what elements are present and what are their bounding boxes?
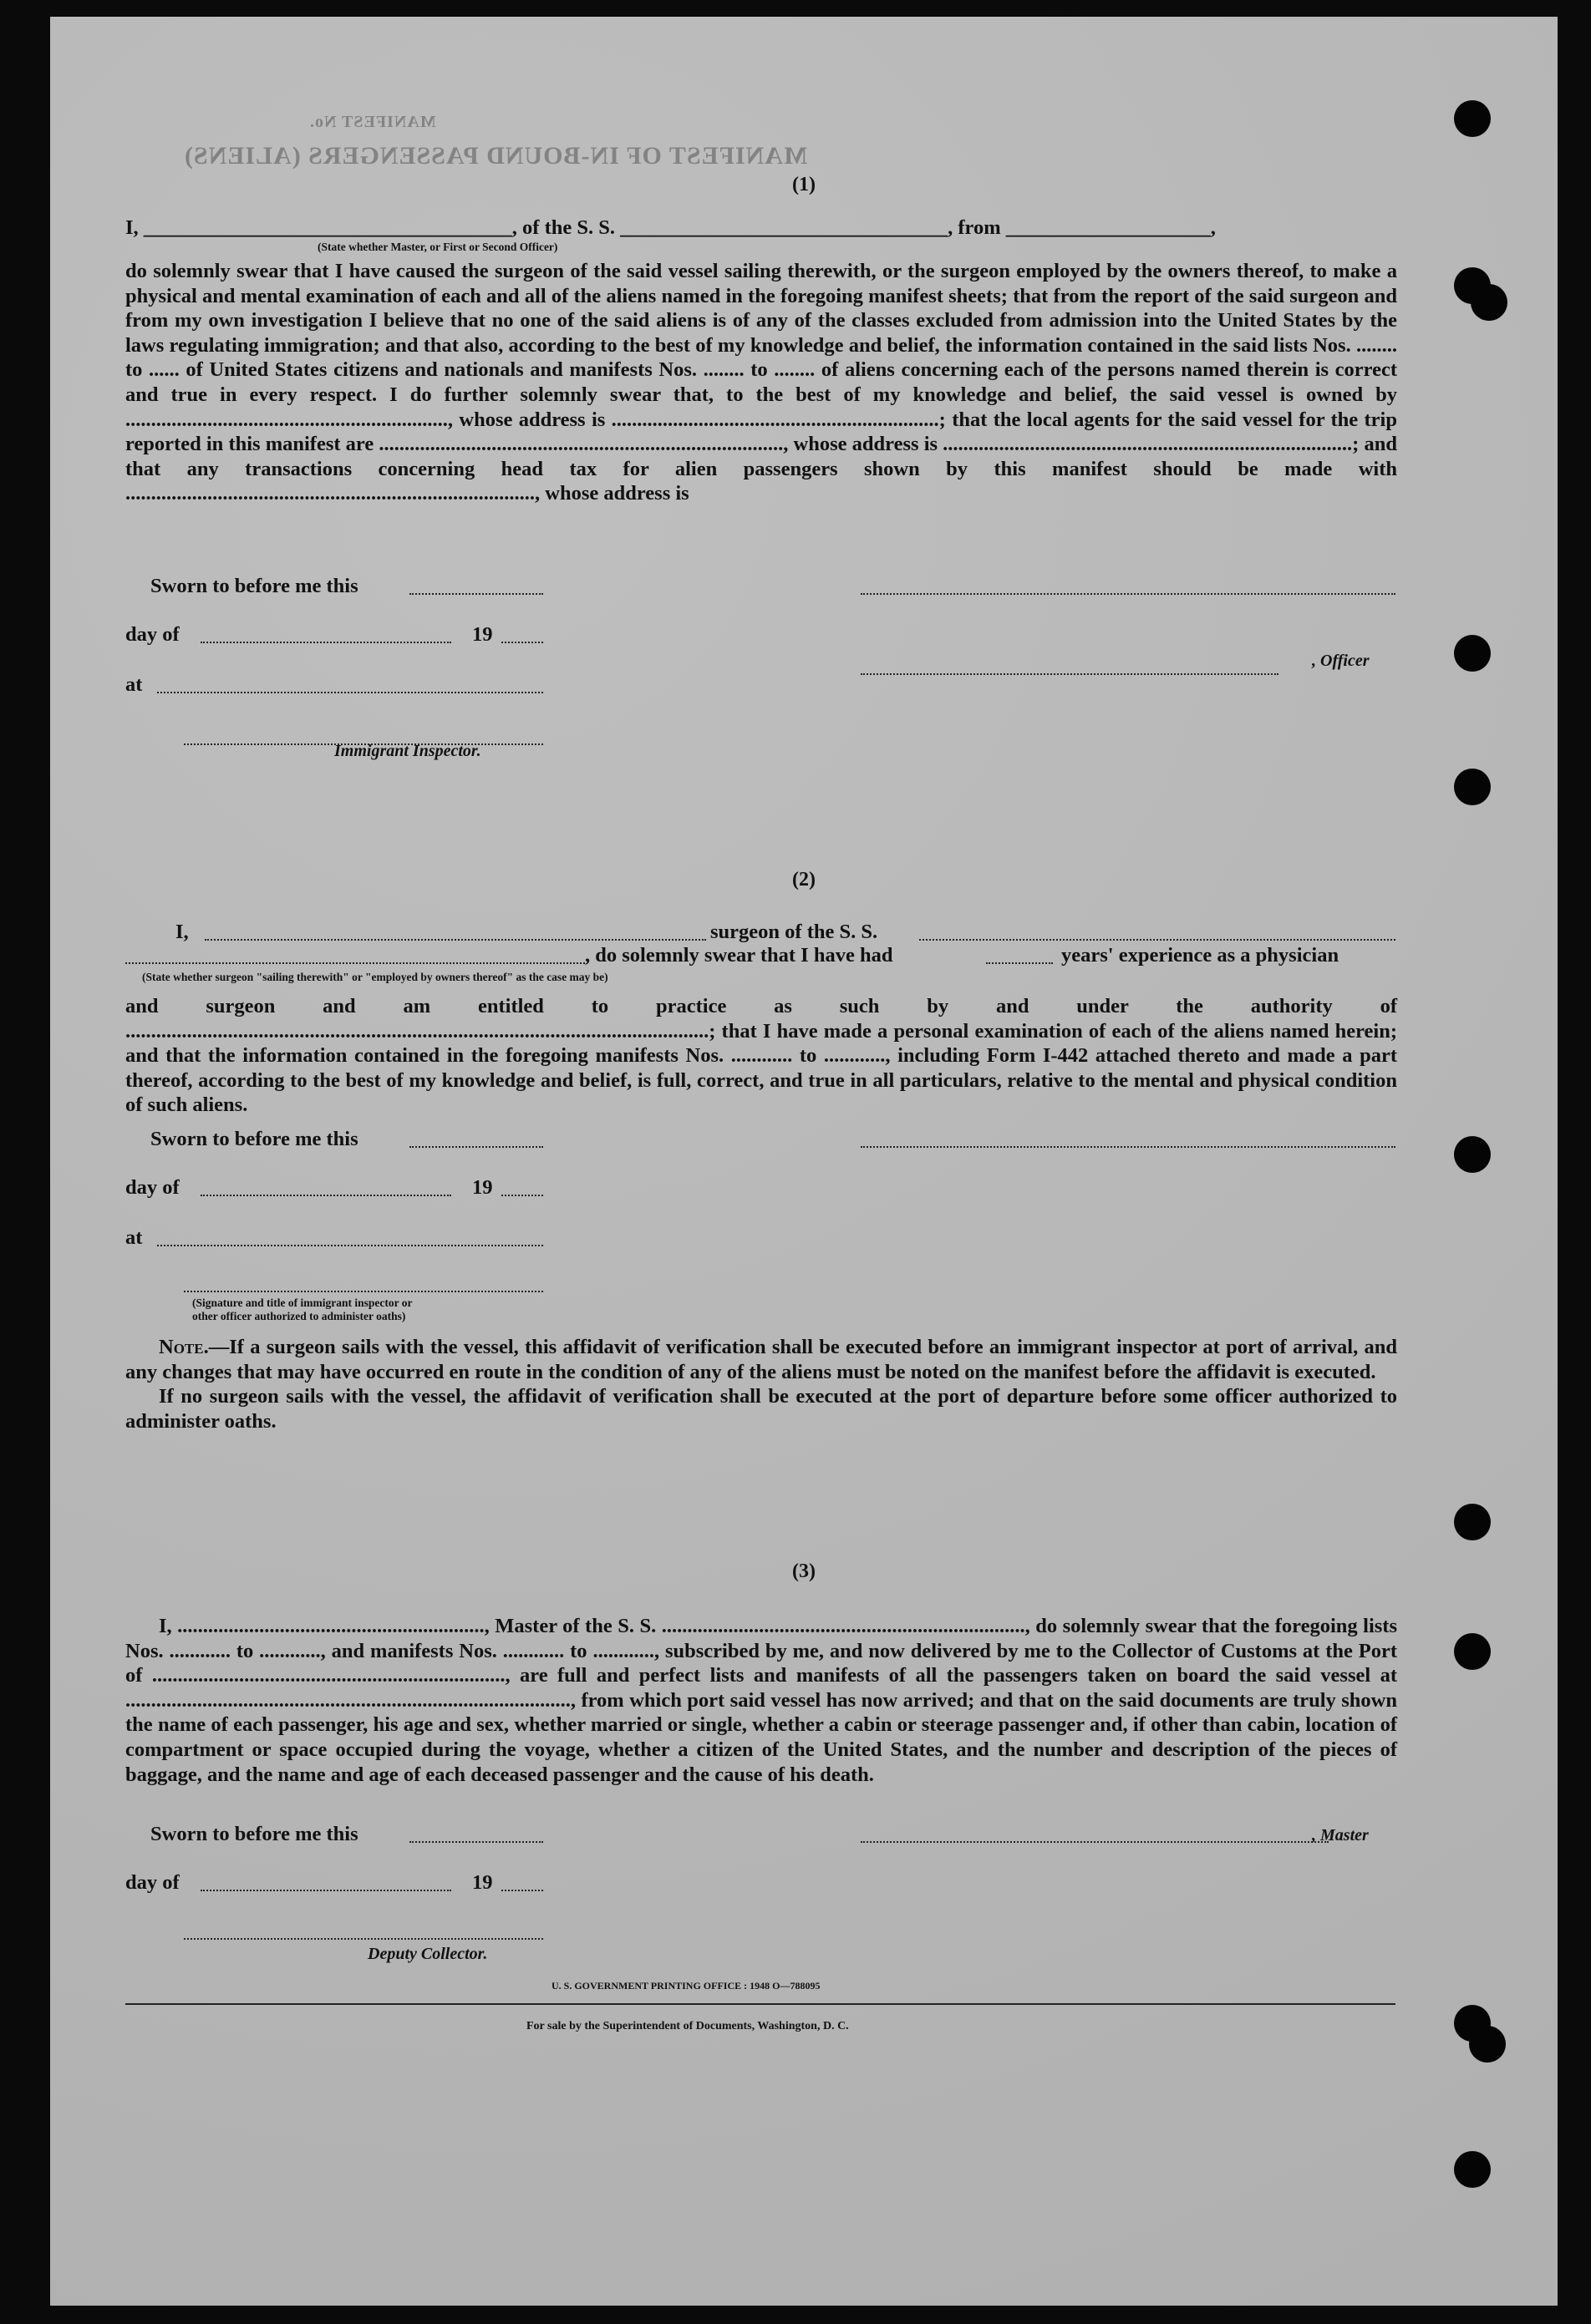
section-2-swear-text: , do solemnly swear that I have had — [585, 944, 893, 967]
section-1-officer-label: , Officer — [1312, 652, 1370, 670]
section-3-day-line[interactable] — [201, 1890, 451, 1891]
section-2-year-line[interactable] — [501, 1195, 543, 1196]
section-3-collector-line[interactable] — [184, 1938, 543, 1940]
note-label: Note. — [159, 1336, 209, 1358]
section-2-name-line[interactable] — [205, 939, 706, 941]
section-2-inspector-line[interactable] — [184, 1291, 543, 1292]
section-1-at-line[interactable] — [157, 692, 543, 693]
section-2-oath-text: and surgeon and am entitled to practice as such by and under the authority of ..................................................................................................................; that I have made a personal examination of each of the aliens named herein; and that the information contained in the foregoing manifests Nos. ............ to ............, including Form I-442 attached thereto and made a part thereof, according to the best of my knowledge and belief, is full, correct, and true in all particulars, relative to the mental and physical condition of such aliens. — [125, 995, 1397, 1117]
section-3-collector-label: Deputy Collector. — [368, 1945, 488, 1963]
section-1-inspector-label: Immigrant Inspector. — [334, 742, 481, 760]
section-3-sworn-line[interactable] — [409, 1841, 543, 1843]
section-2-vessel-line[interactable] — [919, 939, 1395, 941]
section-2-physician-text: years' experience as a physician — [1061, 944, 1339, 967]
section-2-note-paragraph — [125, 1335, 1397, 1384]
section-2-status-line[interactable] — [125, 962, 585, 964]
section-2-at-label: at — [125, 1226, 143, 1249]
section-2-day-line[interactable] — [201, 1195, 451, 1196]
section-1-officer-line[interactable] — [861, 673, 1278, 675]
section-2-sig-note-2: other officer authorized to administer oaths) — [192, 1310, 406, 1322]
section-2-sig-note-1: (Signature and title of immigrant inspector or — [192, 1296, 413, 1309]
section-2-surgeon-label: surgeon of the S. S. — [710, 921, 878, 943]
faint-manifest-no: MANIFEST No. — [309, 113, 436, 131]
punch-hole — [1454, 1136, 1491, 1173]
section-2-note-paragraph-2: If no surgeon sails with the vessel, the affidavit of verification shall be executed at the port of departure before some officer authorized to administer oaths. — [125, 1385, 1397, 1433]
punch-hole — [1454, 769, 1491, 805]
punch-hole — [1471, 284, 1507, 321]
section-1-first-line: I, ____________________________________, of the S. S. ________________________________, from ____________________, — [125, 216, 1216, 239]
section-1-day-line[interactable] — [201, 642, 451, 643]
punch-hole — [1454, 1504, 1491, 1540]
manifest-back-page — [50, 17, 1558, 2306]
section-1-sworn-label: Sworn to before me this — [150, 575, 358, 597]
note-text: —If a surgeon sails with the vessel, this affidavit of verification shall be executed before an immigrant inspector at port of arrival, and any changes that may have occurred en route in the condition of any of the aliens must be noted on the manifest before the affidavit is executed. — [125, 1336, 1397, 1383]
section-2-sworn-label: Sworn to before me this — [150, 1128, 358, 1150]
section-2-day-label: day of — [125, 1176, 180, 1199]
section-2-sworn-line[interactable] — [409, 1146, 543, 1148]
faint-manifest-title: MANIFEST OF IN-BOUND PASSENGERS (ALIENS) — [184, 142, 808, 170]
gpo-imprint: U. S. GOVERNMENT PRINTING OFFICE : 1948 O—788095 — [552, 1980, 821, 1992]
section-3-master-signature-line[interactable] — [861, 1841, 1329, 1843]
section-2-surgeon-note: (State whether surgeon "sailing therewith" or "employed by owners thereof" as the case may be) — [142, 971, 608, 983]
punch-hole — [1454, 1633, 1491, 1670]
section-2-year-label: 19 — [472, 1176, 493, 1199]
section-1-year-line[interactable] — [501, 642, 543, 643]
section-3-year-line[interactable] — [501, 1890, 543, 1891]
section-3-number: (3) — [792, 1560, 816, 1582]
section-3-sworn-label: Sworn to before me this — [150, 1823, 358, 1845]
section-1-officer-signature-line[interactable] — [861, 593, 1395, 595]
section-2-number: (2) — [792, 869, 816, 891]
section-1-sworn-line[interactable] — [409, 593, 543, 595]
section-1-number: (1) — [792, 174, 816, 195]
punch-hole — [1454, 100, 1491, 137]
section-1-oath-text: do solemnly swear that I have caused the surgeon of the said vessel sailing therewith, or the surgeon employed by the owners thereof, to make a physical and mental examination of each and all of the aliens named in the foregoing manifest sheets; that from the report of the said surgeon and from my own investigation I believe that no one of the said aliens is of any of the classes excluded from admission into the United States by the laws regulating immigration; and that also, according to the best of my knowledge and belief, the information contained in the said lists Nos. ........ to ...... of United States citizens and nationals and manifests Nos. ........ to ........ of aliens concerning each of the persons named therein is correct and true in every respect. I do further solemnly swear that, to the best of my knowledge and belief, the said vessel is owned by ..............................................................., whose address is ................................................................; that the local agents for the said vessel for the trip reported in this manifest are ..............................................................................., whose address is ................................................................................; and that any transactions concerning head tax for alien passengers shown by this manifest should be made with ................................................................................, whose address is — [125, 260, 1397, 505]
section-1-year-label: 19 — [472, 623, 493, 646]
section-2-i-label: I, — [175, 921, 189, 943]
section-2-years-line[interactable] — [986, 962, 1053, 964]
section-2-surgeon-signature-line[interactable] — [861, 1146, 1395, 1148]
footer-sale-text: For sale by the Superintendent of Documents, Washington, D. C. — [526, 2020, 849, 2032]
section-1-officer-note: (State whether Master, or First or Second Officer) — [318, 241, 558, 253]
section-3-oath-text: I, ............................................................, Master of the S. S. ......................................................................., do solemnly swear that the foregoing lists Nos. ............ to ............, and manifests Nos. ............ to ............, subscribed by me, and now delivered by me to the Collector of Customs at the Port of ....................................................................., are full and perfect lists and manifests of all the passengers taken on board the said vessel at ......................................................................................., from which port said vessel has now arrived; and that on the said documents are truly shown the name of each passenger, his age and sex, whether married or single, whether a cabin or steerage passenger and, if other than cabin, location of compartment or space occupied during the voyage, whether a citizen of the United States, and the number and description of the pieces of baggage, and the name and age of each deceased passenger and the cause of his death. — [125, 1615, 1397, 1786]
punch-hole — [1469, 2026, 1506, 2063]
section-1-at-label: at — [125, 673, 143, 696]
section-3-master-label: , Master — [1312, 1826, 1369, 1844]
punch-hole — [1454, 2151, 1491, 2188]
punch-hole — [1454, 635, 1491, 672]
section-2-at-line[interactable] — [157, 1245, 543, 1246]
section-3-year-label: 19 — [472, 1871, 493, 1894]
section-1-day-label: day of — [125, 623, 180, 646]
section-3-day-label: day of — [125, 1871, 180, 1894]
footer-rule — [125, 2003, 1395, 2005]
